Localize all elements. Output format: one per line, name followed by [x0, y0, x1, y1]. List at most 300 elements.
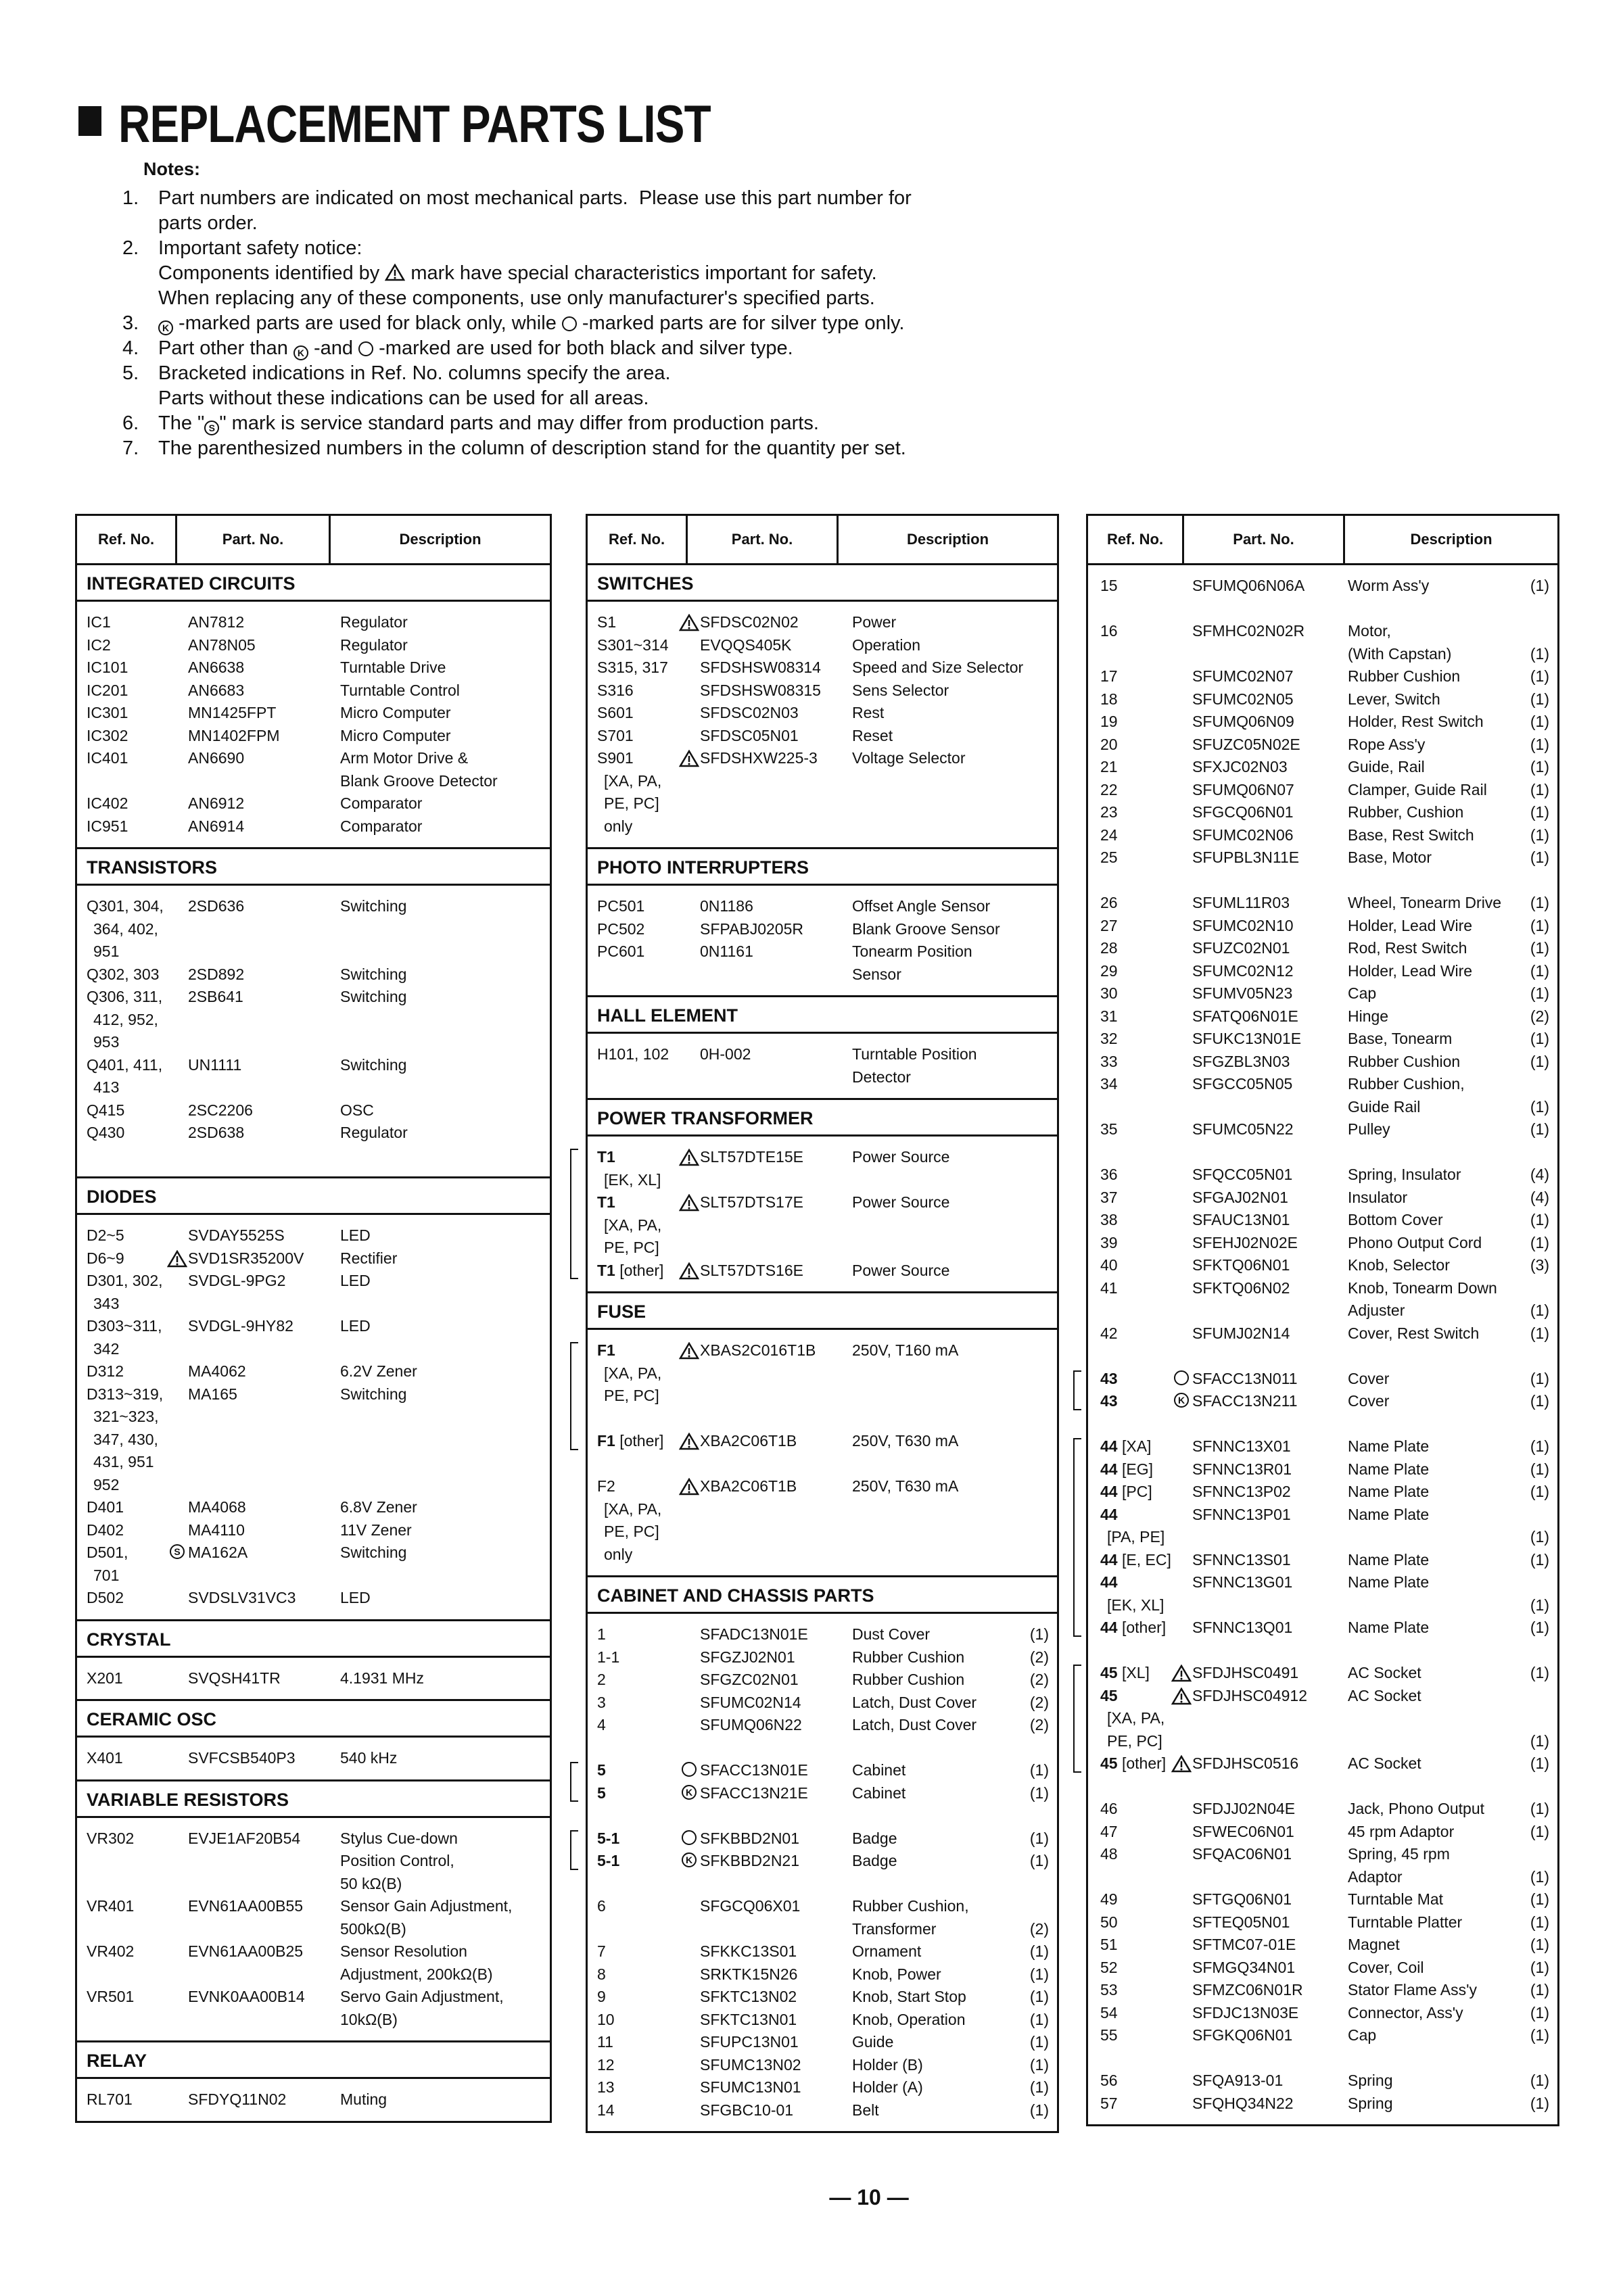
part-number: SFUMC02N12 — [1192, 961, 1294, 980]
ref-text: VR302 — [87, 1829, 135, 1847]
table-row — [588, 1646, 1057, 1669]
description — [852, 2099, 1022, 2122]
ref-cell — [1100, 801, 1171, 824]
mark-cell — [678, 1646, 700, 1669]
description-line: Rubber Cushion, — [1348, 1075, 1465, 1093]
description-line: Stylus Cue-down — [340, 1829, 458, 1847]
quantity — [1022, 1260, 1049, 1283]
description-line: Power Source — [852, 1193, 950, 1211]
blank-row — [1088, 1413, 1557, 1436]
description — [1348, 620, 1522, 665]
mark-cell — [678, 702, 700, 725]
quantity-value: (1) — [1530, 1369, 1549, 1387]
description — [852, 656, 1023, 679]
description — [852, 1850, 1022, 1873]
part-number: SFGKQ06N01 — [1192, 2026, 1293, 2044]
ref-text: [XA, PA, — [604, 1216, 662, 1234]
quantity — [1522, 960, 1549, 983]
note-line — [122, 411, 912, 436]
quantity — [1522, 1798, 1549, 1821]
table-row — [77, 1360, 550, 1383]
ref-text: PC601 — [597, 942, 645, 960]
area-bracket-group — [1088, 1368, 1557, 1413]
part-number: XBAS2C016T1B — [700, 1341, 816, 1359]
description-line: Hinge — [1348, 1007, 1389, 1025]
description — [340, 656, 542, 679]
ref-text: IC101 — [87, 659, 128, 676]
note-line — [122, 436, 912, 461]
description — [852, 1714, 1022, 1737]
table-row — [1088, 1798, 1557, 1821]
description-line: Worm Ass'y — [1348, 577, 1430, 594]
ref-cell — [1100, 1934, 1171, 1957]
note-text — [158, 211, 258, 236]
ref-cell — [597, 895, 678, 918]
description-line: Name Plate — [1348, 1619, 1430, 1636]
mark-cell — [678, 656, 700, 679]
quantity-value: (1) — [1530, 1324, 1549, 1342]
ref-number — [1100, 2002, 1171, 2025]
description — [852, 679, 1022, 702]
ref-text: D312 — [87, 1362, 124, 1380]
ref-number — [1100, 1662, 1171, 1685]
description — [340, 747, 542, 792]
ref-number — [87, 1827, 166, 1850]
ref-area — [597, 1214, 678, 1237]
ref-number — [1100, 620, 1171, 643]
description-line: Spring — [1348, 2072, 1393, 2089]
ref-text: PC502 — [597, 919, 645, 938]
ref-cell — [87, 1541, 166, 1587]
mark-cell — [678, 1940, 700, 1963]
ref-text: PC501 — [597, 897, 645, 915]
ref-text: 35 — [1100, 1120, 1118, 1138]
description-line: Holder, Lead Wire — [1348, 961, 1473, 980]
section-rows — [77, 1818, 550, 2041]
ref-text: Q415 — [87, 1101, 125, 1119]
description-line: Adjustment, 200kΩ(B) — [340, 1965, 493, 1983]
ref-area: [E, EC] — [1121, 1550, 1171, 1569]
ref-text: X201 — [87, 1669, 123, 1687]
ref-text: IC951 — [87, 817, 128, 835]
ref-number — [597, 2099, 678, 2122]
quantity-value: (1) — [1530, 1754, 1549, 1772]
description — [1348, 1549, 1522, 1572]
ref-cell — [1100, 1232, 1171, 1255]
table-row — [77, 1940, 550, 1986]
description — [852, 2054, 1022, 2077]
ref-text: S316 — [597, 681, 634, 699]
part-number: SFDJHSC0516 — [1192, 1754, 1299, 1772]
part-number: EVN61AA00B55 — [188, 1897, 304, 1915]
description — [340, 1827, 542, 1896]
description — [340, 895, 542, 963]
quantity — [1522, 665, 1549, 688]
section-title: DIODES — [77, 1178, 550, 1215]
mark-cell — [1171, 892, 1192, 915]
description-line: Turntable Mat — [1348, 1890, 1444, 1908]
table-row — [588, 656, 1057, 679]
ref-cell — [1100, 1118, 1171, 1141]
ref-number — [1100, 1888, 1171, 1911]
mark-cell — [166, 986, 188, 1054]
ref-cell — [1100, 1254, 1171, 1277]
part-number: AN6638 — [188, 659, 245, 676]
ref-area — [87, 1474, 166, 1497]
header-description: Description — [906, 531, 989, 548]
mark-cell — [1171, 1752, 1192, 1775]
table-row — [588, 1895, 1057, 1940]
ref-number — [87, 1360, 166, 1383]
ref-area — [87, 1406, 166, 1429]
quantity-value: (1) — [1530, 1550, 1549, 1569]
ref-text: 10 — [597, 2010, 615, 2028]
ref-cell — [1100, 960, 1171, 983]
ref-area — [87, 1564, 166, 1587]
section-title: FUSE — [588, 1293, 1057, 1330]
ref-cell — [1100, 1435, 1171, 1458]
mark-cell — [678, 2009, 700, 2032]
ref-text: 53 — [1100, 1981, 1118, 1999]
ref-number — [597, 1714, 678, 1737]
description-line: Switching — [340, 897, 407, 915]
description-line: Spring — [1348, 2094, 1393, 2112]
section-rows — [77, 602, 550, 847]
ref-cell — [1100, 665, 1171, 688]
blank-row — [1088, 1345, 1557, 1368]
mark-cell — [1171, 1164, 1192, 1187]
ref-number — [1100, 937, 1171, 960]
ref-cell — [87, 747, 166, 792]
part-number: MA162A — [188, 1544, 248, 1561]
ref-text: 321~323, — [93, 1408, 159, 1425]
table-row — [1088, 1957, 1557, 1980]
description — [1348, 1368, 1522, 1391]
quantity — [1522, 779, 1549, 802]
safety-warning-icon — [679, 1262, 699, 1280]
quantity — [1022, 611, 1049, 634]
quantity-value: (1) — [1029, 1784, 1049, 1802]
table-row — [588, 611, 1057, 634]
quantity-value: (1) — [1530, 1301, 1549, 1319]
table-row — [1088, 1005, 1557, 1028]
ref-number — [1100, 1390, 1171, 1413]
mark-cell — [166, 634, 188, 657]
description-line: Muting — [340, 2090, 387, 2108]
mark-cell — [166, 702, 188, 725]
table-row — [588, 634, 1057, 657]
safety-warning-icon — [679, 614, 699, 631]
mark-cell — [1171, 1458, 1192, 1481]
ref-number — [1100, 1073, 1171, 1096]
ref-cell — [1100, 1504, 1171, 1549]
note-segment: Important safety notice: — [158, 237, 362, 259]
ref-area: [PC] — [1121, 1483, 1152, 1500]
part-number: SFKBBD2N21 — [700, 1852, 800, 1869]
description-line: Cap — [1348, 984, 1377, 1002]
quantity-value: (1) — [1029, 2010, 1049, 2028]
ref-cell — [1100, 1979, 1171, 2002]
description-line: Switching — [340, 1385, 407, 1403]
part-number: EVQQS405K — [700, 636, 792, 654]
part-number: SFUMC02N10 — [1192, 916, 1294, 934]
description-line: 500kΩ(B) — [340, 1919, 406, 1938]
description — [852, 634, 1022, 657]
description — [1348, 711, 1522, 734]
header-part: Part. No. — [688, 516, 839, 563]
ref-cell — [1100, 1209, 1171, 1232]
description-line: Guide Rail — [1348, 1097, 1421, 1116]
ref-cell — [1100, 1322, 1171, 1345]
ref-cell — [597, 1827, 678, 1850]
mark-cell — [166, 1747, 188, 1770]
ref-text: PE, PC] — [604, 794, 659, 812]
ref-area — [87, 1451, 166, 1474]
quantity — [1522, 892, 1549, 915]
quantity-value: (1) — [1029, 1965, 1049, 1983]
table-row — [77, 792, 550, 815]
part-number: SFDSC02N03 — [700, 704, 799, 721]
description-line: AC Socket — [1348, 1686, 1421, 1704]
mark-cell — [166, 747, 188, 792]
mark-cell — [678, 940, 700, 986]
ref-cell — [87, 986, 166, 1054]
quantity-value: (1) — [1029, 2078, 1049, 2096]
quantity-value: (1) — [1530, 1211, 1549, 1228]
ref-area — [87, 1009, 166, 1032]
part-number: SFNNC13S01 — [1192, 1550, 1291, 1569]
quantity-value: (1) — [1530, 1913, 1549, 1931]
ref-number — [597, 679, 678, 702]
description — [852, 1759, 1022, 1782]
section-title: CERAMIC OSC — [77, 1701, 550, 1738]
parts-table-column-3 — [1086, 514, 1559, 2126]
ref-area — [87, 1031, 166, 1054]
part-number: SFUMQ06N07 — [1192, 780, 1294, 798]
ref-cell — [1100, 1073, 1171, 1118]
description-line: 250V, T160 mA — [852, 1341, 959, 1359]
ref-cell — [1100, 1368, 1171, 1391]
ref-number — [1100, 1322, 1171, 1345]
ref-area — [597, 1498, 678, 1521]
black-type-icon: K — [158, 320, 173, 335]
ref-number — [1100, 2070, 1171, 2092]
blank-row — [1088, 1775, 1557, 1798]
mark-cell — [1171, 1504, 1192, 1549]
table-row — [588, 1669, 1057, 1692]
description-line: LED — [340, 1226, 371, 1244]
description-line: Bottom Cover — [1348, 1211, 1443, 1228]
description — [1348, 2070, 1522, 2092]
section-title: PHOTO INTERRUPTERS — [588, 849, 1057, 886]
quantity — [1522, 1232, 1549, 1255]
ref-cell — [1100, 1752, 1171, 1775]
note-text — [158, 261, 877, 286]
description — [852, 1827, 1022, 1850]
ref-text: 18 — [1100, 690, 1118, 708]
ref-text: 4 — [597, 1716, 606, 1733]
part-number: SFDYQ11N02 — [188, 2090, 287, 2108]
description-line: Comparator — [340, 817, 423, 835]
quantity-value: (1) — [1029, 1988, 1049, 2005]
ref-number — [597, 702, 678, 725]
part-number: SFMGQ34N01 — [1192, 1958, 1296, 1976]
header-part: Part. No. — [1184, 516, 1345, 563]
quantity-value: (2) — [1029, 1693, 1049, 1711]
ref-text: [EK, XL] — [1107, 1596, 1165, 1614]
ref-area — [87, 1293, 166, 1316]
part-number: SFUKC13N01E — [1192, 1030, 1302, 1047]
ref-number — [87, 611, 166, 634]
area-bracket-group — [588, 1146, 1057, 1282]
description — [852, 1986, 1022, 2009]
table-row — [588, 747, 1057, 838]
part-number: SFKKC13S01 — [700, 1942, 797, 1960]
part-number: SFUMC05N22 — [1192, 1120, 1294, 1138]
ref-cell — [597, 1669, 678, 1692]
mark-cell — [678, 1850, 700, 1873]
mark-cell — [1171, 1209, 1192, 1232]
ref-text: H101, 102 — [597, 1045, 669, 1063]
quantity-value: (2) — [1029, 1716, 1049, 1733]
quantity-value: (4) — [1530, 1166, 1549, 1183]
part-number: SFGCQ06N01 — [1192, 803, 1294, 821]
ref-cell — [87, 792, 166, 815]
description-line: 11V Zener — [340, 1521, 412, 1539]
ref-area — [597, 1544, 678, 1566]
header-description: Description — [399, 531, 481, 548]
quantity — [1022, 634, 1049, 657]
part-number: SFUMC02N05 — [1192, 690, 1294, 708]
ref-number — [87, 1054, 166, 1077]
part-number: SFAUC13N01 — [1192, 1211, 1290, 1228]
ref-number — [87, 1247, 166, 1270]
quantity — [1022, 702, 1049, 725]
quantity-value: (1) — [1530, 2003, 1549, 2022]
description-line: 250V, T630 mA — [852, 1477, 959, 1495]
ref-cell — [1100, 1051, 1171, 1074]
quantity-value: (1) — [1530, 1981, 1549, 1999]
table-row — [588, 1339, 1057, 1408]
part-number: SFACC13N211 — [1192, 1392, 1298, 1410]
ref-number — [597, 1646, 678, 1669]
ref-cell — [1100, 734, 1171, 757]
description-line: Rubber Cushion, — [852, 1897, 969, 1915]
quantity-value: (1) — [1530, 1664, 1549, 1681]
ref-text: 41 — [1100, 1278, 1118, 1297]
ref-text: S315, 317 — [597, 659, 668, 676]
ref-text: 44 — [1100, 1437, 1118, 1455]
quantity — [1022, 1623, 1049, 1646]
ref-text: 952 — [93, 1475, 120, 1493]
ref-number — [87, 1099, 166, 1122]
part-number: SFUPC13N01 — [700, 2033, 799, 2051]
note-text — [158, 361, 671, 386]
ref-cell — [597, 1475, 678, 1566]
mark-cell — [678, 1146, 700, 1191]
part-number: SFTEQ05N01 — [1192, 1913, 1290, 1931]
ref-cell — [1100, 2092, 1171, 2115]
description-line: Cover, Coil — [1348, 1958, 1424, 1976]
quantity — [1022, 1986, 1049, 2009]
quantity — [1522, 1571, 1549, 1617]
mark-cell — [678, 1043, 700, 1089]
ref-number — [1100, 960, 1171, 983]
part-number: SFNNC13X01 — [1192, 1437, 1291, 1455]
quantity — [1022, 1043, 1049, 1089]
section-rows — [588, 1614, 1057, 2131]
description — [1348, 1277, 1522, 1322]
safety-warning-icon — [679, 1342, 699, 1360]
ref-area: [XA] — [1121, 1437, 1152, 1455]
table-row — [1088, 756, 1557, 779]
mark-cell — [166, 963, 188, 986]
description-line: Micro Computer — [340, 704, 451, 721]
silver-type-icon — [1174, 1370, 1189, 1385]
part-number: SFUMC02N07 — [1192, 667, 1294, 685]
quantity — [1522, 1322, 1549, 1345]
ref-number — [1100, 915, 1171, 938]
ref-cell — [1100, 1617, 1171, 1640]
description-line: Name Plate — [1348, 1505, 1430, 1523]
ref-cell — [87, 1940, 166, 1986]
mark-cell — [1171, 1277, 1192, 1322]
quantity-value: (1) — [1530, 735, 1549, 753]
description-line: 6.8V Zener — [340, 1498, 417, 1516]
parts-section — [1088, 565, 1557, 2124]
table-row — [588, 1043, 1057, 1089]
ref-text: Q430 — [87, 1124, 125, 1141]
ref-text: Q301, 304, — [87, 897, 164, 915]
description-line: 250V, T630 mA — [852, 1432, 959, 1450]
ref-number — [1100, 1458, 1171, 1481]
quantity — [1022, 2099, 1049, 2122]
part-number: SFGZBL3N03 — [1192, 1052, 1290, 1070]
ref-number — [87, 1519, 166, 1542]
ref-area — [597, 770, 678, 793]
quantity-value: (1) — [1530, 916, 1549, 934]
description — [852, 1623, 1022, 1646]
ref-text: PE, PC] — [604, 1239, 659, 1256]
description-line: 10kΩ(B) — [340, 2010, 398, 2028]
quantity — [1522, 734, 1549, 757]
part-number: MA4068 — [188, 1498, 246, 1516]
mark-cell — [678, 1759, 700, 1782]
description-line: Belt — [852, 2101, 879, 2119]
parts-section — [77, 1178, 550, 1621]
description — [340, 1270, 542, 1315]
ref-number — [1100, 1435, 1171, 1458]
ref-cell — [597, 611, 678, 634]
ref-cell — [597, 1339, 678, 1408]
part-number: SFUMQ06N22 — [700, 1716, 802, 1733]
table-row — [1088, 1888, 1557, 1911]
section-rows — [588, 1330, 1057, 1575]
ref-cell — [597, 1759, 678, 1782]
ref-text: 43 — [1100, 1392, 1118, 1410]
description — [1348, 688, 1522, 711]
table-row — [588, 2076, 1057, 2099]
part-number: SFEHJ02N02E — [1192, 1233, 1298, 1251]
ref-area — [597, 815, 678, 838]
description-line: Holder (A) — [852, 2078, 923, 2096]
mark-cell — [1171, 1118, 1192, 1141]
description-line: Knob, Operation — [852, 2010, 966, 2028]
header-part: Part. No. — [177, 516, 331, 563]
ref-number — [1100, 1368, 1171, 1391]
ref-text: 45 — [1100, 1686, 1118, 1704]
description-line: Base, Rest Switch — [1348, 826, 1474, 844]
